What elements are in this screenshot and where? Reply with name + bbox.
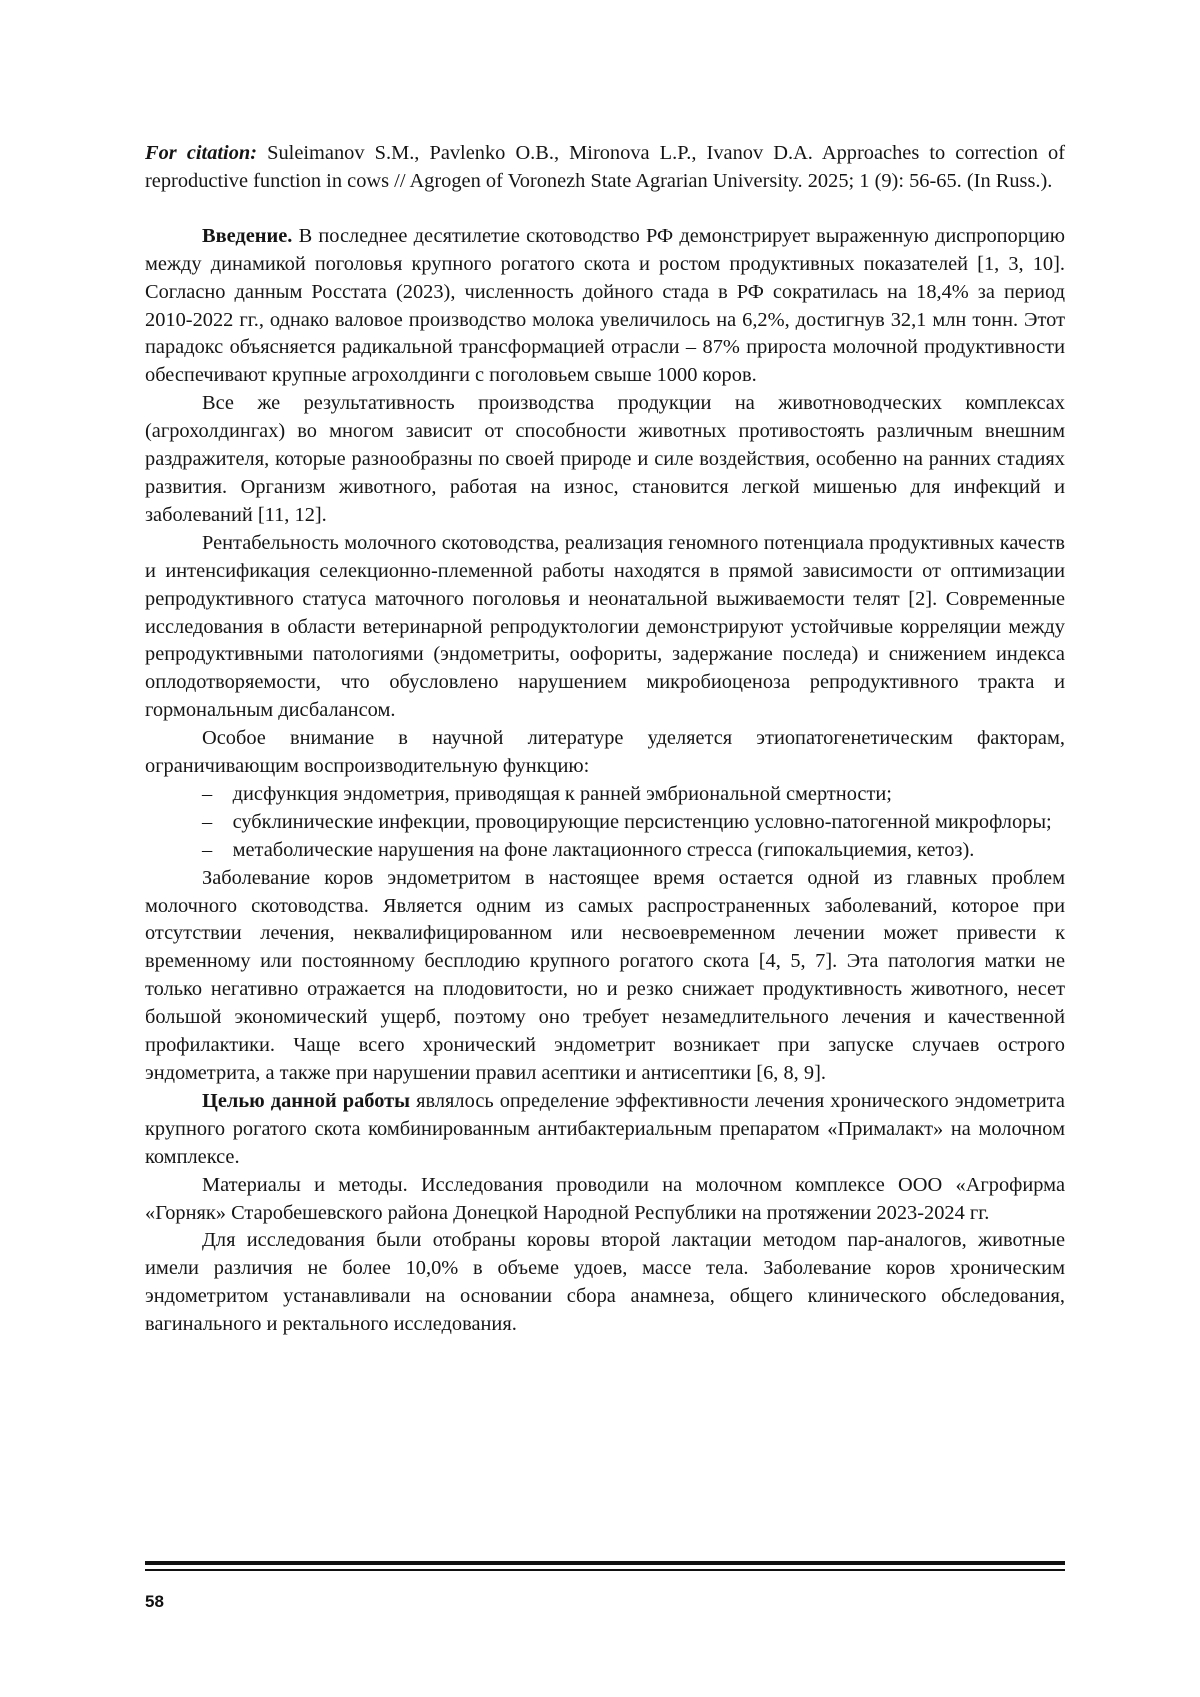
intro-text: В последнее десятилетие скотоводство РФ демонстрирует выраженную диспропорцию между динамикой поголовья крупного рогатого скота и ростом продуктивных показателей [1, 3, 10]. Согласно данным Росстата (2023), численность дойного стада в РФ сократилась на 18,4% за период 2010-2022 гг., однако валовое производство молока увеличилось на 6,2%, достигнув 32,1 млн тонн. Этот парадокс объясняется радикальной трансформацией отрасли – 87% прироста молочной продуктивности обеспечивают крупные агрохолдинги с поголовьем свыше 1000 коров.	[145, 224, 1065, 387]
list-item-text: субклинические инфекции, провоцирующие персистенцию условно-патогенной микрофлоры;	[232, 810, 1052, 833]
page-body	[145, 140, 1065, 1339]
list-item	[145, 837, 1065, 865]
list-dash: –	[202, 782, 213, 805]
list-item	[145, 781, 1065, 809]
list-item-text: дисфункция эндометрия, приводящая к ранней эмбриональной смертности;	[232, 782, 892, 805]
paragraph-5: Заболевание коров эндометритом в настоящее время остается одной из главных проблем молочного скотоводства. Является одним из самых распространенных заболеваний, которое при отсутствии лечения, неквалифицированном или несвоевременном лечении может привести к временному или постоянному бесплодию крупного рогатого скота [4, 5, 7]. Эта патология матки не только негативно отражается на плодовитости, но и резко снижает продуктивность животного, несет большой экономический ущерб, поэтому оно требует незамедлительного лечения и качественной профилактики. Чаще всего хронический эндометрит возникает при запуске случаев острого эндометрита, а также при нарушении правил асептики и антисептики [6, 8, 9].	[145, 866, 1065, 1084]
aim-heading: Целью данной работы	[202, 1089, 411, 1112]
aim-text: являлось определение эффективности лечения хронического эндометрита крупного рогатого скота комбинированным антибактериальным препаратом «Прималакт» на молочном комплексе.	[145, 1089, 1065, 1168]
list-item-text: метаболические нарушения на фоне лактационного стресса (гипокальциемия, кетоз).	[232, 838, 975, 861]
citation-label: For citation:	[145, 142, 258, 164]
paragraph-2: Все же результативность производства продукции на животноводческих комплексах (агрохолдингах) во многом зависит от способности животных противостоять различным внешним раздражителя, которые разнообразны по своей природе и силе воздействия, особенно на ранних стадиях развития. Организм животного, работая на износ, становится легкой мишенью для инфекций и заболеваний [11, 12].	[145, 392, 1065, 526]
list-dash: –	[202, 810, 213, 833]
footer-rule-thin	[145, 1569, 1065, 1571]
paragraph-3: Рентабельность молочного скотоводства, реализация геномного потенциала продуктивных качеств и интенсификация селекционно-племенной работы находятся в прямой зависимости от оптимизации репродуктивного статуса маточного поголовья и неонатальной выживаемости телят [2]. Современные исследования в области ветеринарной репродуктологии демонстрируют устойчивые корреляции между репродуктивными патологиями (эндометриты, оофориты, задержание последа) и снижением индекса оплодотворяемости, что обусловлено нарушением микробиоценоза репродуктивного тракта и гормональным дисбалансом.	[145, 531, 1065, 722]
citation-block	[145, 140, 1065, 196]
list-item	[145, 809, 1065, 837]
intro-paragraph	[145, 223, 1065, 390]
methods-paragraph: Материалы и методы. Исследования проводили на молочном комплексе ООО «Агрофирма «Горняк» Старобешевского района Донецкой Народной Республики на протяжении 2023-2024 гг.	[145, 1173, 1065, 1224]
paragraph-4: Особое внимание в научной литературе уделяется этиопатогенетическим факторам, ограничивающим воспроизводительную функцию:	[145, 727, 1065, 778]
page-number: 58	[145, 1592, 164, 1611]
intro-heading: Введение.	[202, 224, 293, 247]
paragraph-8: Для исследования были отобраны коровы второй лактации методом пар-аналогов, животные имели различия не более 10,0% в объеме удоев, массе тела. Заболевание коров хроническим эндометритом устанавливали на основании сбора анамнеза, общего клинического обследования, вагинального и ректального исследования.	[145, 1229, 1065, 1336]
footer-rule-thick	[145, 1561, 1065, 1565]
aim-paragraph	[145, 1088, 1065, 1172]
citation-text: Suleimanov S.M., Pavlenko O.B., Mironova L.P., Ivanov D.A. Approaches to correction of reproductive function in cows // Agrogen of Voronezh State Agrarian University. 2025; 1 (9): 56-65. (In Russ.).	[145, 142, 1065, 192]
list-dash: –	[202, 838, 213, 861]
